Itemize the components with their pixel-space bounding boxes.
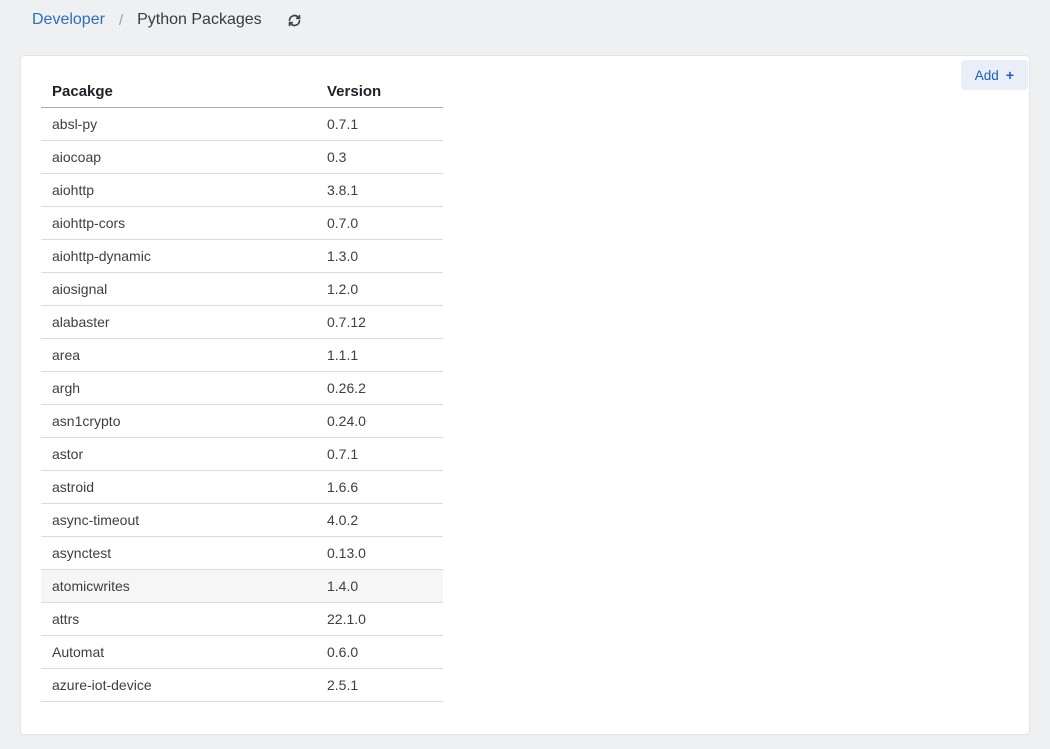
table-row[interactable] — [41, 108, 443, 141]
table-row[interactable] — [41, 174, 443, 207]
table-row[interactable] — [41, 306, 443, 339]
version-cell: 1.3.0 — [327, 248, 359, 264]
table-row[interactable] — [41, 636, 443, 669]
package-cell: azure-iot-device — [52, 677, 152, 693]
version-cell: 0.24.0 — [327, 413, 366, 429]
version-cell: 4.0.2 — [327, 512, 359, 528]
table-row[interactable] — [41, 504, 443, 537]
version-cell: 22.1.0 — [327, 611, 366, 627]
plus-icon: + — [1005, 67, 1014, 83]
package-cell: astor — [52, 446, 84, 462]
table-header-row — [41, 76, 443, 108]
version-cell: 1.6.6 — [327, 479, 359, 495]
table-row[interactable] — [41, 438, 443, 471]
package-cell: aiosignal — [52, 281, 108, 297]
package-cell: aiohttp-cors — [52, 215, 126, 231]
package-cell: asynctest — [52, 545, 112, 561]
package-cell: alabaster — [52, 314, 110, 330]
refresh-icon — [287, 13, 302, 28]
table-row[interactable] — [41, 537, 443, 570]
package-cell: aiocoap — [52, 149, 102, 165]
package-cell: area — [52, 347, 81, 363]
table-body — [41, 108, 443, 702]
breadcrumb — [0, 0, 1050, 40]
table-row[interactable] — [41, 405, 443, 438]
packages-card — [20, 55, 1030, 735]
package-cell: astroid — [52, 479, 95, 495]
table-row[interactable] — [41, 339, 443, 372]
page-title: Python Packages — [137, 11, 262, 28]
version-cell: 0.7.1 — [327, 446, 359, 462]
package-cell: aiohttp — [52, 182, 95, 198]
breadcrumb-separator: / — [118, 11, 124, 29]
table-row[interactable] — [41, 471, 443, 504]
version-cell: 0.7.0 — [327, 215, 359, 231]
package-cell: attrs — [52, 611, 80, 627]
add-button[interactable] — [961, 60, 1028, 90]
column-header-version: Version — [327, 83, 382, 100]
table-row[interactable] — [41, 669, 443, 702]
version-cell: 0.3 — [327, 149, 347, 165]
version-cell: 0.7.12 — [327, 314, 366, 330]
package-cell: asn1crypto — [52, 413, 121, 429]
column-header-package: Pacakge — [52, 83, 113, 100]
table-row[interactable] — [41, 372, 443, 405]
version-cell: 1.4.0 — [327, 578, 359, 594]
package-cell: Automat — [52, 644, 105, 660]
table-row[interactable] — [41, 603, 443, 636]
table-row[interactable] — [41, 207, 443, 240]
refresh-button[interactable] — [286, 11, 304, 29]
package-cell: argh — [52, 380, 81, 396]
table-row[interactable] — [41, 273, 443, 306]
add-button-label: Add — [974, 67, 999, 83]
table-row[interactable] — [41, 240, 443, 273]
version-cell: 0.13.0 — [327, 545, 366, 561]
table-row[interactable] — [41, 141, 443, 174]
version-cell: 0.7.1 — [327, 116, 359, 132]
package-cell: async-timeout — [52, 512, 140, 528]
version-cell: 1.1.1 — [327, 347, 359, 363]
version-cell: 1.2.0 — [327, 281, 359, 297]
table-row[interactable] — [41, 570, 443, 603]
package-cell: atomicwrites — [52, 578, 130, 594]
package-cell: absl-py — [52, 116, 98, 132]
packages-table — [41, 76, 443, 702]
package-cell: aiohttp-dynamic — [52, 248, 151, 264]
version-cell: 0.26.2 — [327, 380, 366, 396]
version-cell: 3.8.1 — [327, 182, 359, 198]
version-cell: 2.5.1 — [327, 677, 359, 693]
version-cell: 0.6.0 — [327, 644, 359, 660]
breadcrumb-link-developer[interactable]: Developer — [32, 11, 105, 28]
